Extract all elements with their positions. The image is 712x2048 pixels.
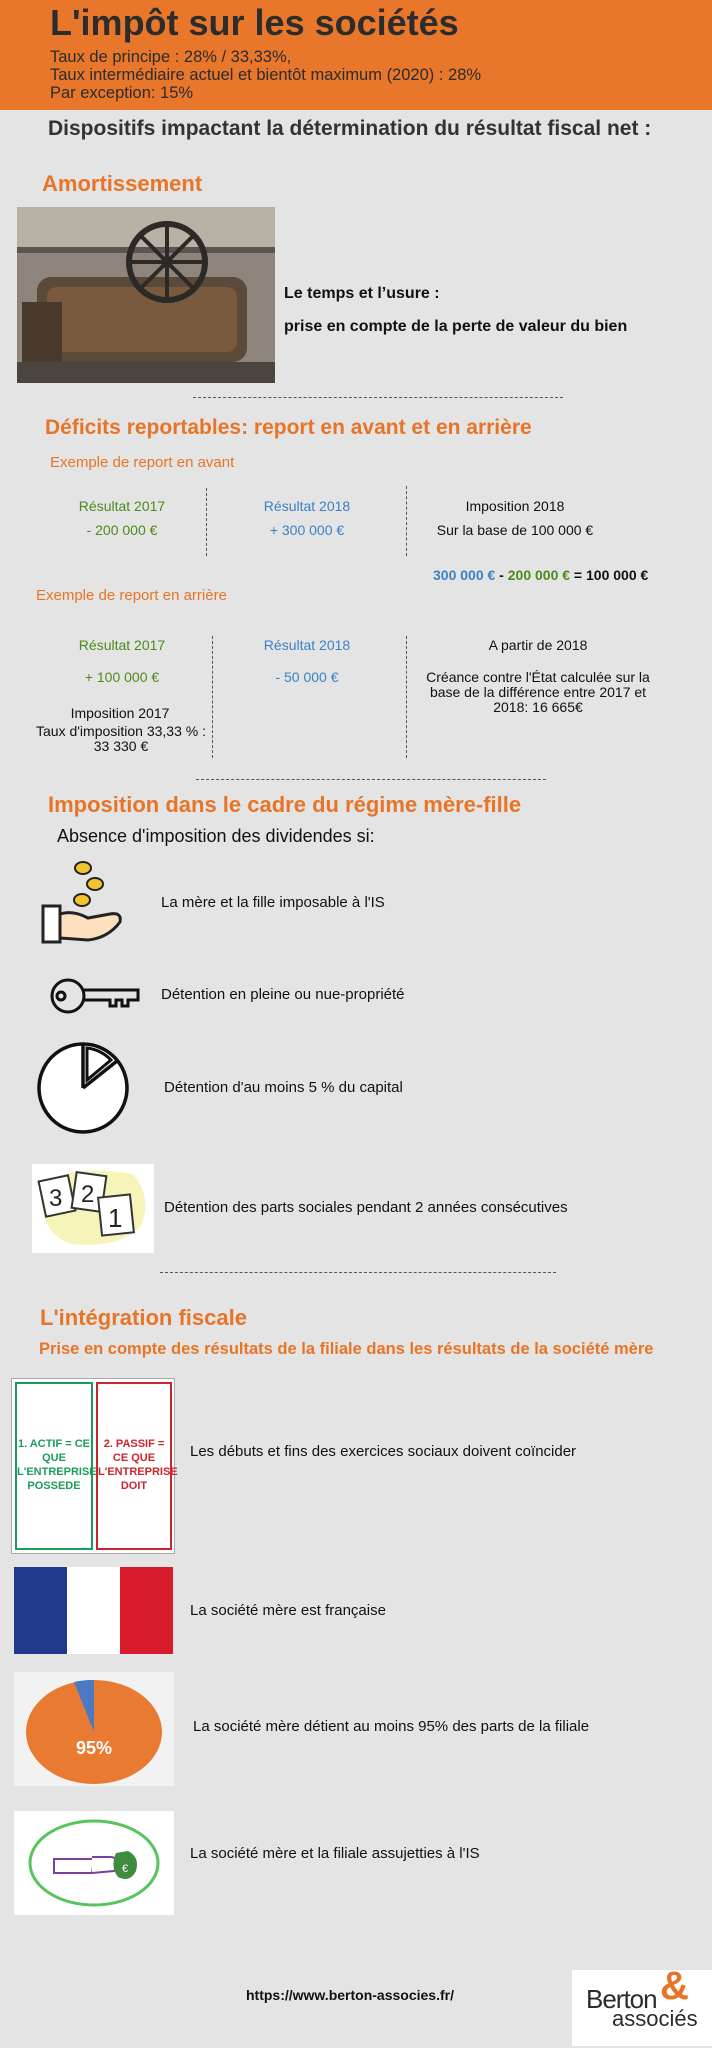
- report-avant-label: Exemple de report en avant: [50, 454, 235, 471]
- calendar-digit: 1: [108, 1203, 123, 1233]
- arriere-col2-title: Résultat 2018: [263, 637, 351, 653]
- header-line-1: Taux de principe : 28% / 33,33%,: [50, 48, 292, 66]
- divider: [160, 1272, 556, 1273]
- french-flag-image: [14, 1567, 173, 1654]
- report-arriere-label: Exemple de report en arrière: [36, 587, 227, 604]
- avant-col2-title: Résultat 2018: [263, 498, 351, 514]
- logo-ampersand: &: [660, 1964, 689, 2008]
- amortissement-line-2: prise en compte de la perte de valeur du bien: [284, 318, 628, 335]
- balance-sheet-image: [11, 1378, 178, 1554]
- arriere-col3-value: Créance contre l'État calculée sur la base de la différence entre 2017 et 2018: 16 665€: [426, 669, 650, 715]
- machine-photo: [17, 207, 275, 383]
- mf-criterion-4: Détention des parts sociales pendant 2 années consécutives: [164, 1199, 568, 1216]
- pie-icon: [35, 1040, 131, 1136]
- hand-money-icon: [14, 1811, 174, 1915]
- avant-col1-title: Résultat 2017: [78, 498, 166, 514]
- mf-criterion-3: Détention d'au moins 5 % du capital: [164, 1079, 403, 1096]
- company-logo: [572, 1964, 712, 2046]
- pie-95-image: [14, 1672, 174, 1786]
- if-criterion-4: La société mère et la filiale assujetties à l'IS: [190, 1845, 480, 1862]
- logo-word-top: Berton: [586, 1984, 657, 2014]
- avant-calculation: 300 000 € - 200 000 € = 100 000 €: [433, 567, 649, 583]
- footer-url[interactable]: https://www.berton-associes.fr/: [246, 1987, 454, 2003]
- if-criterion-3: La société mère détient au moins 95% des parts de la filiale: [193, 1718, 590, 1735]
- hand-coins-icon: [38, 860, 128, 950]
- mere-fille-title: Imposition dans le cadre du régime mère-fille: [48, 792, 522, 817]
- calendar-digit: 2: [81, 1181, 95, 1208]
- divider: [406, 486, 407, 556]
- balance-actif: 1. ACTIF = CE QUE L'ENTREPRISE POSSEDE: [17, 1438, 97, 1492]
- arriere-col1-sub2: Taux d'imposition 33,33 % : 33 330 €: [36, 723, 206, 754]
- arriere-col1-value: + 100 000 €: [84, 669, 160, 685]
- mf-criterion-1: La mère et la fille imposable à l'IS: [161, 894, 385, 911]
- balance-passif: 2. PASSIF = CE QUE L'ENTREPRISE DOIT: [98, 1438, 178, 1492]
- divider: [193, 397, 563, 398]
- mf-criterion-2: Détention en pleine ou nue-propriété: [161, 986, 405, 1003]
- if-criterion-2: La société mère est française: [190, 1602, 386, 1619]
- arriere-col1-title: Résultat 2017: [78, 637, 166, 653]
- avant-col2-value: + 300 000 €: [269, 522, 345, 538]
- header-line-2: Taux intermédiaire actuel et bientôt maximum (2020) : 28%: [50, 66, 482, 84]
- divider: [406, 636, 407, 758]
- header-banner: [0, 0, 712, 110]
- intro-heading: Dispositifs impactant la détermination du résultat fiscal net :: [48, 117, 652, 140]
- mere-fille-intro: Absence d'imposition des dividendes si:: [57, 826, 375, 846]
- calendar-digit: 3: [49, 1185, 63, 1212]
- amortissement-line-1: Le temps et l’usure :: [284, 285, 440, 302]
- arriere-col3-title: A partir de 2018: [488, 637, 588, 653]
- amortissement-title: Amortissement: [42, 171, 203, 196]
- arriere-col2-value: - 50 000 €: [275, 669, 339, 685]
- integration-title: L'intégration fiscale: [40, 1305, 247, 1330]
- logo-word-bottom: associés: [612, 2006, 698, 2031]
- avant-col3-value: Sur la base de 100 000 €: [436, 522, 594, 538]
- divider: [212, 636, 213, 758]
- pie-label: 95%: [75, 1738, 113, 1758]
- avant-col3-title: Imposition 2018: [465, 498, 565, 514]
- page-title: L'impôt sur les sociétés: [50, 2, 459, 43]
- key-icon: [46, 970, 141, 1022]
- divider: [206, 488, 207, 556]
- divider: [196, 779, 546, 780]
- if-criterion-1: Les débuts et fins des exercices sociaux doivent coïncider: [190, 1443, 577, 1460]
- deficits-title: Déficits reportables: report en avant et en arrière: [45, 416, 532, 439]
- integration-subtitle: Prise en compte des résultats de la filiale dans les résultats de la société mère: [39, 1340, 654, 1358]
- calendar-icon: [32, 1164, 154, 1253]
- header-line-3: Par exception: 15%: [50, 84, 194, 102]
- arriere-col1-sub1: Imposition 2017: [70, 705, 170, 721]
- avant-col1-value: - 200 000 €: [86, 522, 158, 538]
- svg-text:€: €: [121, 1863, 129, 1875]
